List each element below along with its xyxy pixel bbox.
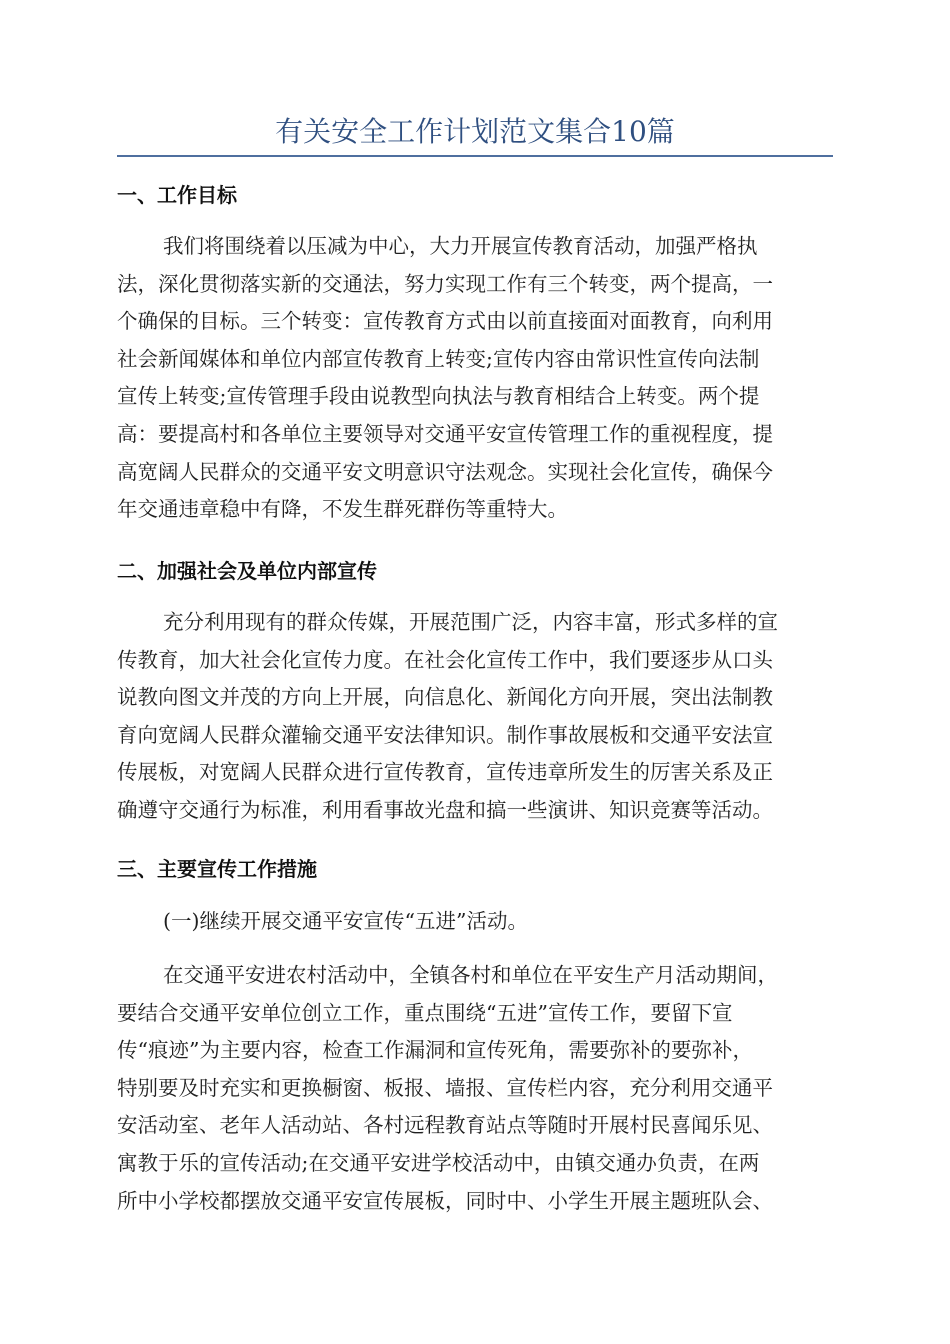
paragraph-line: 法，深化贯彻落实新的交通法，努力实现工作有三个转变，两个提高，一 bbox=[117, 271, 773, 296]
section-3-subheading bbox=[117, 903, 833, 941]
paragraph-line: 个确保的目标。三个转变：宣传教育方式由以前直接面对面教育，向利用 bbox=[117, 309, 773, 334]
section-heading-2: 二、加强社会及单位内部宣传 bbox=[117, 559, 377, 583]
section-1-paragraph bbox=[117, 228, 833, 529]
paragraph-line: 传展板，对宽阔人民群众进行宣传教育，宣传违章所发生的厉害关系及正 bbox=[117, 760, 773, 785]
section-3-paragraph bbox=[117, 957, 833, 1220]
paragraph-line: 社会新闻媒体和单位内部宣传教育上转变;宣传内容由常识性宣传向法制 bbox=[117, 346, 760, 371]
paragraph-line: 传教育，加大社会化宣传力度。在社会化宣传工作中，我们要逐步从口头 bbox=[117, 647, 773, 672]
paragraph-line: 所中小学校都摆放交通平安宣传展板，同时中、小学生开展主题班队会、 bbox=[117, 1188, 773, 1213]
section-heading-3: 三、主要宣传工作措施 bbox=[117, 857, 317, 881]
section-2-paragraph bbox=[117, 604, 833, 830]
page-title: 有关安全工作计划范文集合10篇 bbox=[275, 115, 675, 148]
section-heading-1: 一、工作目标 bbox=[117, 183, 237, 207]
paragraph-line: 年交通违章稳中有降，不发生群死群伤等重特大。 bbox=[117, 497, 568, 522]
paragraph-line: 育向宽阔人民群众灌输交通平安法律知识。制作事故展板和交通平安法宣 bbox=[117, 722, 773, 747]
paragraph-line: 要结合交通平安单位创立工作，重点围绕“五进”宣传工作，要留下宣 bbox=[117, 1000, 733, 1025]
paragraph-line: 安活动室、老年人活动站、各村远程教育站点等随时开展村民喜闻乐见、 bbox=[117, 1113, 773, 1138]
paragraph-line: 确遵守交通行为标准，利用看事故光盘和搞一些演讲、知识竞赛等活动。 bbox=[117, 797, 773, 822]
paragraph-line: 寓教于乐的宣传活动;在交通平安进学校活动中，由镇交通办负责，在两 bbox=[117, 1150, 760, 1175]
paragraph-line: 特别要及时充实和更换橱窗、板报、墙报、宣传栏内容，充分利用交通平 bbox=[117, 1075, 773, 1100]
paragraph-line: (一)继续开展交通平安宣传“五进”活动。 bbox=[163, 909, 528, 933]
paragraph-line: 充分利用现有的群众传媒，开展范围广泛，内容丰富，形式多样的宣 bbox=[163, 610, 778, 634]
paragraph-line: 高宽阔人民群众的交通平安文明意识守法观念。实现社会化宣传，确保今 bbox=[117, 459, 773, 484]
paragraph-line: 传“痕迹”为主要内容，检查工作漏洞和宣传死角，需要弥补的要弥补， bbox=[117, 1038, 753, 1063]
paragraph-line: 我们将围绕着以压减为中心，大力开展宣传教育活动，加强严格执 bbox=[163, 234, 758, 258]
paragraph-line: 在交通平安进农村活动中，全镇各村和单位在平安生产月活动期间， bbox=[163, 963, 778, 987]
paragraph-line: 宣传上转变;宣传管理手段由说教型向执法与教育相结合上转变。两个提 bbox=[117, 384, 760, 409]
title-underline bbox=[117, 155, 833, 157]
paragraph-line: 高：要提高村和各单位主要领导对交通平安宣传管理工作的重视程度，提 bbox=[117, 421, 773, 446]
paragraph-line: 说教向图文并茂的方向上开展，向信息化、新闻化方向开展，突出法制教 bbox=[117, 685, 773, 710]
